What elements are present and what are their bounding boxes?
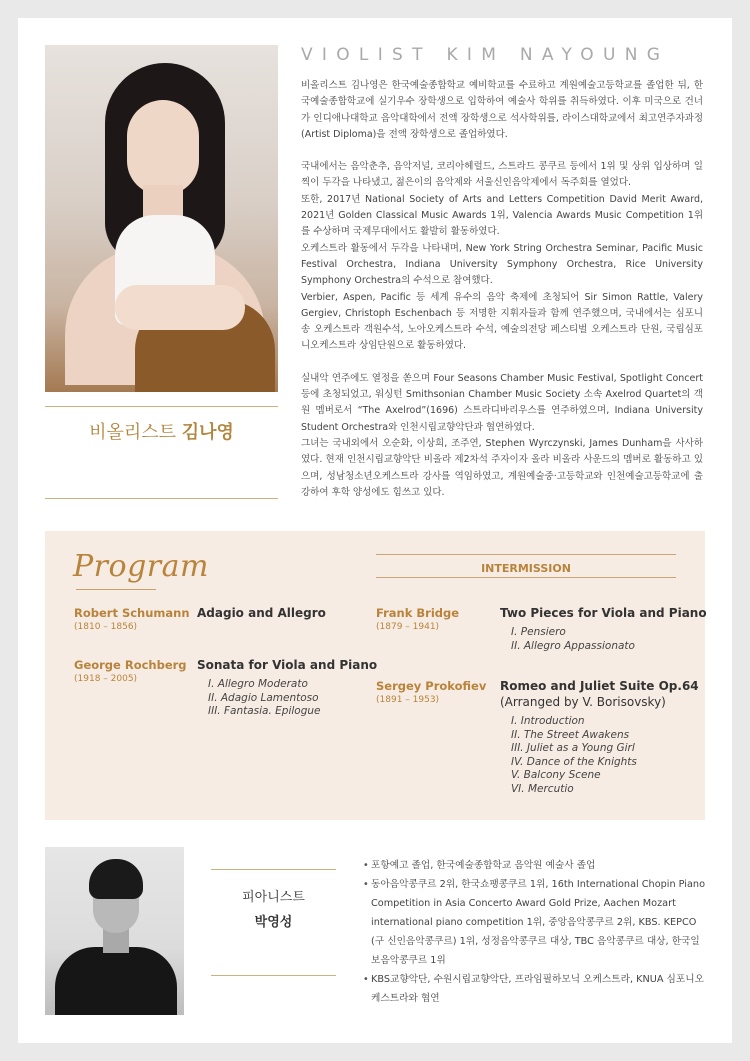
movement-list [208, 678, 320, 719]
pianist-photo [45, 847, 184, 1015]
movement: II. The Street Awakens [511, 728, 630, 741]
pianist-caption-bottom-rule [211, 975, 336, 976]
movement: III. Juliet as a Young Girl [511, 742, 635, 754]
list-item: • KBS교향악단, 수원시립교향악단, 프라임필하모닉 오케스트라, KNUA 심포니오케스트라와 협연 [363, 970, 708, 1008]
violist-photo [45, 45, 278, 392]
composer-name: Frank Bridge [376, 606, 460, 620]
pianist-role: 피아니스트 [242, 890, 305, 905]
program-box [45, 531, 705, 820]
intermission-label: INTERMISSION [481, 562, 571, 575]
work-title: Adagio and Allegro [197, 606, 326, 620]
composer-name: Sergey Prokofiev [376, 679, 487, 693]
violist-role: 비올리스트 [89, 422, 177, 443]
violist-bio [301, 78, 703, 517]
movement: I. Allegro Moderato [208, 678, 308, 690]
pianist-caption-top-rule [211, 869, 336, 870]
pianist-name: 박영성 [254, 915, 293, 930]
work-title: Romeo and Juliet Suite Op.64 [500, 679, 699, 693]
program-item-composer [74, 606, 190, 632]
program-item-composer [74, 658, 187, 684]
caption-bottom-rule [45, 498, 278, 499]
list-item: • 동아음악콩쿠르 2위, 한국쇼팽콩쿠르 1위, 16th International Chopin Piano Competition in Asia Concerto Award Gold Prize, Aachen Mozart international piano competition 1위, 중앙음악콩쿠르 2위, KBS. KEPCO (구 신인음악콩쿠르) 1위, 성정음악콩쿠르 대상, TBC 음악콩쿠르 대상, 한국일보음악콩쿠르 1위 [363, 875, 708, 970]
composer-years: (1918 – 2005) [74, 674, 138, 684]
program-item-composer [376, 606, 459, 632]
program-title: Program [73, 549, 209, 584]
movement-list [511, 626, 635, 653]
composer-name: Robert Schumann [74, 606, 190, 620]
movement-list [511, 715, 637, 796]
movement: I. Pensiero [511, 626, 566, 638]
composer-years: (1810 – 1856) [74, 622, 138, 632]
caption-top-rule [45, 406, 278, 407]
page [18, 18, 732, 1043]
intermission-rule-top [376, 554, 676, 555]
movement: II. Adagio Lamentoso [208, 691, 319, 704]
bio-paragraph: 실내악 연주에도 열정을 쏟으며 Four Seasons Chamber Music Festival, Spotlight Concert 등에 초청되었고, 워싱턴 Smithsonian Chamber Music Society 소속 Axelrod Quartet의 객원 멤버로서 “The Axelrod”(1696) 스트라디바리우스를 연주하였으며, Indiana University Student Orchestra와 인천시립교향악단과 협연하였다. 그녀는 국내외에서 오순화, 이상희, 조주연, Stephen Wyrczynski, James Dunham을 사사하였다. 현재 인천시립교향악단 비올라 제2차석 주자이자 올라 비올라 사운드의 멤버로 활동하고 있으며, 성남청소년오케스트라 강사를 역임하였고, 계원예술중·고등학교와 인천예술고등학교에 출강하여 후학 양성에도 힘쓰고 있다. [301, 372, 703, 498]
pianist-bio-list [363, 856, 708, 1008]
page-title: VIOLIST KIM NAYOUNG [301, 45, 670, 65]
program-title-underline [76, 589, 156, 590]
movement: I. Introduction [511, 715, 585, 727]
movement: IV. Dance of the Knights [511, 755, 637, 768]
work-title: Two Pieces for Viola and Piano [500, 606, 707, 620]
program-item-composer [376, 679, 486, 705]
list-item: • 포항예고 졸업, 한국예술종합학교 음악원 예술사 졸업 [363, 856, 708, 875]
movement: III. Fantasia. Epilogue [208, 705, 321, 717]
movement: V. Balcony Scene [511, 769, 601, 781]
bio-paragraph: 비올리스트 김나영은 한국예술종합학교 예비학교를 수료하고 계원예술고등학교를 졸업한 뒤, 한국예술종합학교에 실기우수 장학생으로 입학하여 예술사 학위를 취득하였다. 이후 미국으로 건너가 인디애나대학교 음악대학에서 전액 장학생으로 석사학위를, 라이스대학교에서 최고연주자과정(Artist Diploma)을 전액 장학생으로 졸업하였다. [301, 80, 703, 140]
pianist-caption [211, 886, 336, 930]
composer-years: (1879 – 1941) [376, 622, 440, 632]
work-title: Sonata for Viola and Piano [197, 658, 378, 672]
composer-name: George Rochberg [74, 658, 187, 672]
bio-paragraph: 국내에서는 음악춘추, 음악저널, 코리아헤럴드, 스트라드 콩쿠르 등에서 1위 및 상위 입상하며 일찍이 두각을 나타냈고, 젊은이의 음악제와 서울신인음악제에서 독주회를 열었다. 또한, 2017년 National Society of Arts and Letters Competition David Merit Award, 2021년 Golden Classical Music Awards 1위, Valencia Awards Music Competition 1위를 수상하며 국제무대에서도 활발히 활동하였다. 오케스트라 활동에서 두각을 나타내며, New York String Orchestra Seminar, Pacific Music Festival Orchestra, Indiana University Symphony Orchestra, Rice University Symphony Orchestra의 수석으로 참여했다. Verbier, Aspen, Pacific 등 세계 유수의 음악 축제에 초청되어 Sir Simon Rattle, Valery Gergiev, Christoph Eschenbach 등 저명한 지휘자들과 함께 연주했으며, 국내에서는 심포니송 오케스트라 객원수석, 노아오케스트라 수석, 예술의전당 페스티벌 오케스트라 단원, 국립심포니오케스트라 상임단원으로 활동하였다. [301, 161, 703, 352]
work-subtitle: (Arranged by V. Borisovsky) [500, 695, 666, 709]
intermission-rule-bottom [376, 577, 676, 578]
composer-years: (1891 – 1953) [376, 695, 440, 705]
movement: II. Allegro Appassionato [511, 639, 635, 652]
violist-name: 김나영 [181, 422, 234, 443]
violist-caption [45, 418, 278, 444]
movement: VI. Mercutio [511, 782, 574, 795]
